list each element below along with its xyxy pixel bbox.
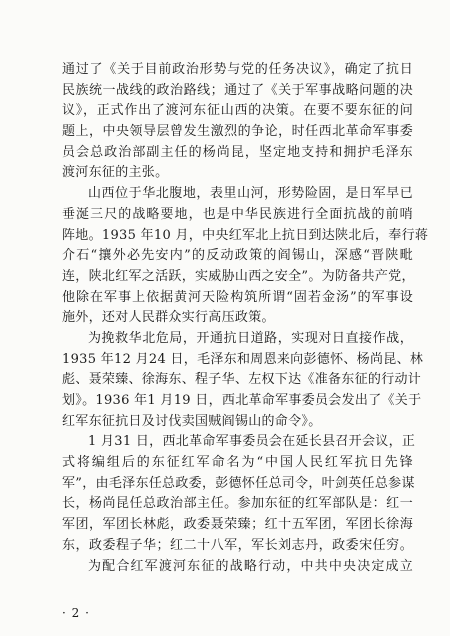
text-line: 红军东征抗日及讨伐卖国贼阎锡山的命令》。 (62, 413, 322, 429)
text-line: 军团，军团长林彪，政委聂荣臻；红十五军团，军团长徐海 (62, 517, 413, 533)
text-line: 为配合红军渡河东征的战略行动，中共中央决定成立 (88, 558, 413, 574)
text-line: 1935 年12 月24 日，毛泽东和周恩来向彭德怀、杨尚昆、林 (62, 351, 424, 367)
text-line: 连，陕北红军之活跃，实威胁山西之安全”。为防备共产党， (62, 268, 415, 284)
text-line: 军”，由毛泽东任总政委，彭德怀任总司令，叶剑英任总参谋 (62, 475, 415, 491)
text-line: 渡河东征的主张。 (62, 165, 169, 181)
text-line: 式将编组后的东征红军命名为“中国人民红军抗日先锋 (62, 455, 413, 471)
text-line: 通过了《关于目前政治形势与党的任务决议》，确定了抗日 (62, 62, 413, 77)
text-line: 议》，正式作出了渡河东征山西的决策。在要不要东征的问 (62, 103, 413, 119)
text-line: 员会总政治部副主任的杨尚昆，坚定地支持和拥护毛泽东 (62, 144, 413, 160)
text-line: 他除在军事上依据黄河天险构筑所谓“固若金汤”的军事设 (62, 289, 413, 305)
page-number: · 2 · (62, 606, 90, 620)
text-line: 山西位于华北腹地，表里山河，形势险固，是日军早已 (88, 186, 413, 202)
text-line: 彪、聂荣臻、徐海东、程子华、左权下达《准备东征的行动计 (62, 372, 422, 388)
text-line: 阵地。1935 年10 月，中央红军北上抗日到达陕北后，奉行蒋 (62, 227, 429, 243)
body-text (62, 60, 429, 577)
text-line: 长，杨尚昆任总政治部主任。参加东征的红军部队是：红一 (62, 496, 413, 512)
text-line: 介石“攘外必先安内”的反动政策的阎锡山，深感“晋陕毗 (62, 248, 413, 264)
text-line: 1 月31 日，西北革命军事委员会在延长县召开会议，正 (88, 434, 416, 450)
text-line: 划》。1936 年1 月19 日，西北革命军事委员会发出了《关于 (62, 393, 422, 408)
text-line: 施外，还对人民群众实行高压政策。 (62, 310, 275, 326)
text-line: 东，政委程子华；红二十八军，军长刘志丹，政委宋任穷。 (62, 537, 413, 553)
text-line: 题上，中央领导层曾发生激烈的争论，时任西北革命军事委 (62, 124, 413, 140)
text-line: 民族统一战线的政治路线；通过了《关于军事战略问题的决 (62, 82, 413, 98)
text-line: 为挽救华北危局，开通抗日道路，实现对日直接作战， (88, 330, 413, 346)
text-line: 垂涎三尺的战略要地，也是中华民族进行全面抗战的前哨 (62, 206, 413, 222)
